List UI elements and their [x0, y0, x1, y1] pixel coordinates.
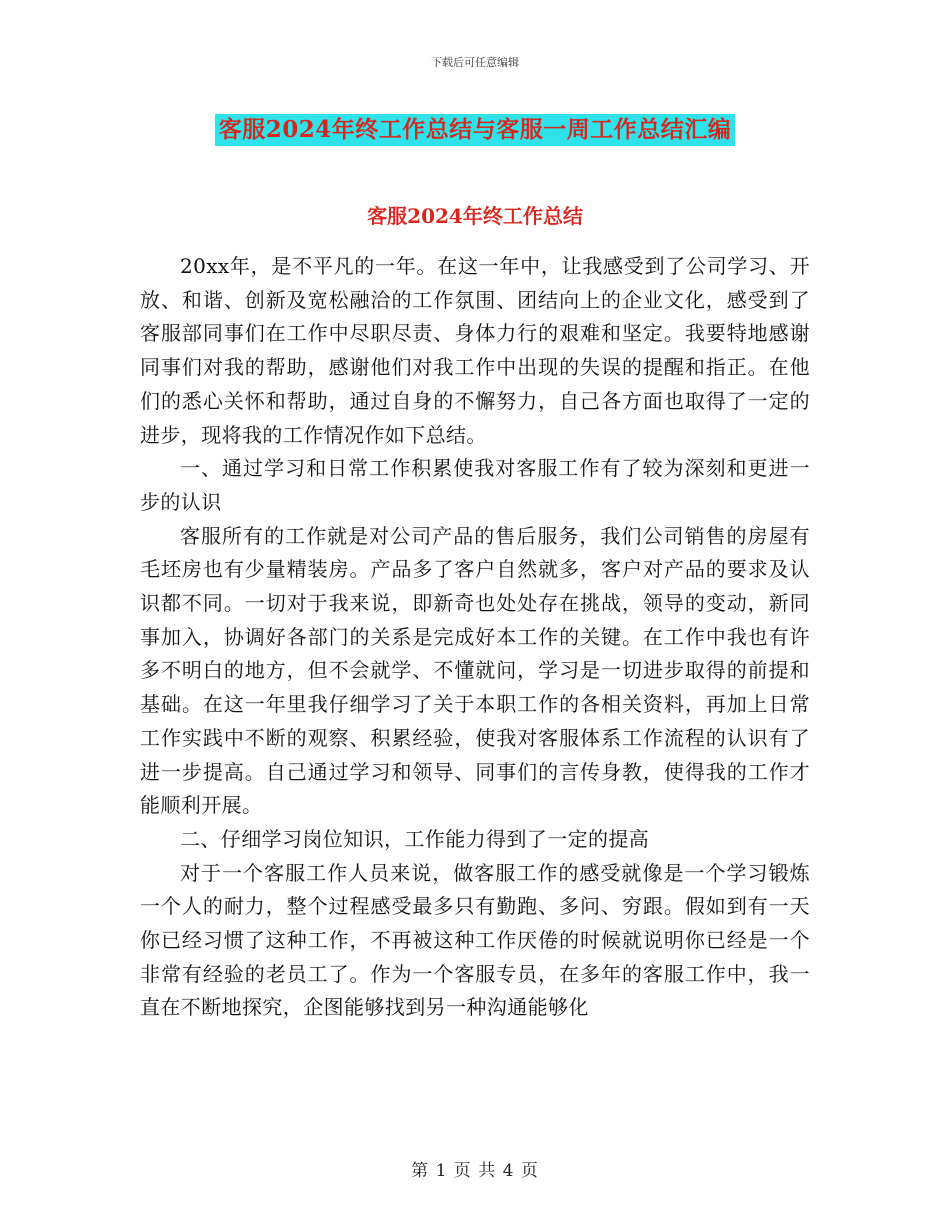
paragraph: 20xx年，是不平凡的一年。在这一年中，让我感受到了公司学习、开放、和谐、创新及宽松融洽的工作氛围、团结向上的企业文化，感受到了客服部同事们在工作中尽职尽责、身体力行的艰难和坚定。我要特地感谢同事们对我的帮助，感谢他们对我工作中出现的失误的提醒和指正。在他们的悉心关怀和帮助，通过自身的不懈努力，自己各方面也取得了一定的进步，现将我的工作情况作如下总结。 — [140, 254, 810, 447]
section-title: 客服2024年终工作总结 — [367, 204, 583, 228]
main-title-wrapper — [0, 114, 950, 146]
header-note: 下载后可任意编辑 — [431, 56, 519, 69]
page-footer: 第 1 页 共 4 页 — [411, 1161, 539, 1181]
paragraph-heading: 一、通过学习和日常工作积累使我对客服工作有了较为深刻和更进一步的认识 — [140, 456, 810, 514]
paragraph: 客服所有的工作就是对公司产品的售后服务，我们公司销售的房屋有毛坯房也有少量精装房。产品多了客户自然就多，客户对产品的要求及认识都不同。一切对于我来说，即新奇也处处存在挑战，领导的变动，新同事加入，协调好各部门的关系是完成好本工作的关键。在工作中我也有许多不明白的地方，但不会就学、不懂就问，学习是一切进步取得的前提和基础。在这一年里我仔细学习了关于本职工作的各相关资料，再加上日常工作实践中不断的观察、积累经验，使我对客服体系工作流程的认识有了进一步提高。自己通过学习和领导、同事们的言传身教，使得我的工作才能顺利开展。 — [140, 523, 810, 818]
document-body — [140, 250, 810, 1025]
paragraph: 对于一个客服工作人员来说，做客服工作的感受就像是一个学习锻炼一个人的耐力，整个过程感受最多只有勤跑、多问、穷跟。假如到有一天你已经习惯了这种工作，不再被这种工作厌倦的时候就说明你已经是一个非常有经验的老员工了。作为一个客服专员，在多年的客服工作中，我一直在不断地探究，企图能够找到另一种沟通能够化 — [140, 860, 810, 1020]
paragraph-heading: 二、仔细学习岗位知识，工作能力得到了一定的提高 — [180, 826, 650, 851]
main-title: 客服2024年终工作总结与客服一周工作总结汇编 — [215, 114, 736, 146]
